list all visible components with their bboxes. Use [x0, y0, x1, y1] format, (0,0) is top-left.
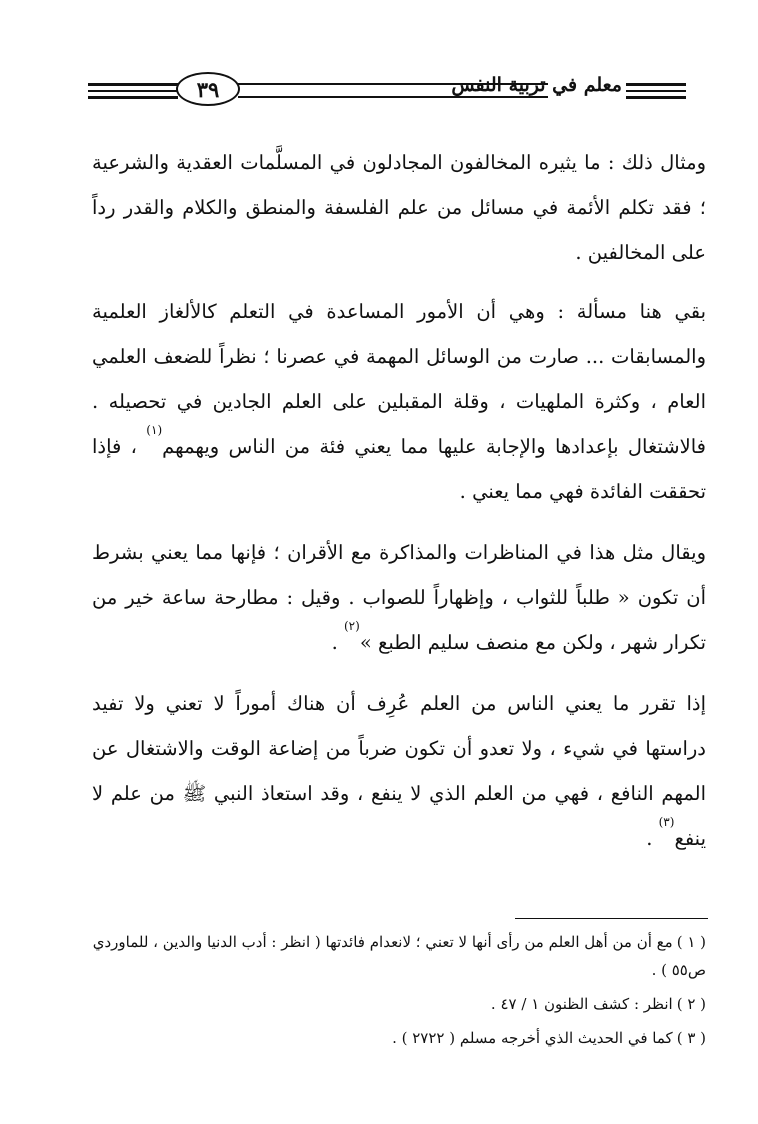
footnote-text: مع أن من أهل العلم من رأى أنها لا تعني ؛ لانعدام فائدتها ( انظر : أدب الدنيا والدين ، للماوردي ص٥٥ ) .: [92, 933, 706, 979]
header-rule: [626, 90, 686, 92]
header-rule: [88, 90, 178, 92]
body-text: [92, 140, 706, 877]
running-title: معلم في تربية النفس: [451, 74, 622, 96]
paragraph-text: إذا تقرر ما يعني الناس من العلم عُرِف أن هناك أموراً لا تعني ولا تفيد دراستها في شيء ، ولا تعدو أن تكون ضرباً من إضاعة الوقت والاشتغال عن المهم النافع ، فهي من العلم الذي لا ينفع ، وقد استعاذ النبي ﷺ من علم لا ينفع: [92, 692, 706, 850]
footnote-number: ( ١ ): [676, 933, 706, 951]
header-rule: [626, 96, 686, 99]
paragraph-text: .: [646, 827, 659, 850]
header-rule: [88, 83, 178, 86]
paragraph: [92, 140, 706, 275]
paragraph: [92, 681, 706, 861]
footnote-number: ( ٣ ): [676, 1029, 706, 1047]
header-rule: [88, 96, 178, 99]
header-rule: [626, 83, 686, 86]
footnote: [92, 928, 706, 984]
footnote-text: كما في الحديث الذي أخرجه مسلم ( ٢٧٢٢ ) .: [392, 1029, 673, 1047]
footnote-text: انظر : كشف الظنون ١ / ٤٧ .: [490, 995, 673, 1013]
footnote-number: ( ٢ ): [676, 995, 706, 1013]
paragraph-text: ومثال ذلك : ما يثيره المخالفون المجادلون في المسلَّمات العقدية والشرعية ؛ فقد تكلم الأئمة في مسائل من علم الفلسفة والمنطق والكلام والقدر رداً على المخالفين .: [92, 151, 706, 264]
footnote-reference: (٢): [343, 619, 360, 633]
paragraph-text: ، فإذا تحققت الفائدة فهي مما يعني .: [92, 435, 706, 503]
footnote: [92, 990, 706, 1018]
paragraph: [92, 530, 706, 665]
footnote: [92, 1024, 706, 1052]
running-header: [88, 70, 686, 110]
paragraph-text: .: [331, 631, 344, 654]
footnote-separator: [515, 918, 708, 919]
page-number: ٣٩: [176, 72, 240, 106]
header-rule: [238, 96, 548, 98]
footnote-reference: (٣): [658, 815, 675, 829]
paragraph-text: ويقال مثل هذا في المناظرات والمذاكرة مع الأقران ؛ فإنها مما يعني بشرط أن تكون « طلباً للثواب ، وإظهاراً للصواب . وقيل : مطارحة ساعة خير من تكرار شهر ، ولكن مع منصف سليم الطبع »: [92, 541, 706, 654]
paragraph-text: بقي هنا مسألة : وهي أن الأمور المساعدة في التعلم كالألغاز العلمية والمسابقات ... صارت من الوسائل المهمة في عصرنا ؛ نظراً للضعف العلمي العام ، وكثرة الملهيات ، وقلة المقبلين على العلم الجادين في تحصيله . فالاشتغال بإعدادها والإجابة عليها مما يعني فئة من الناس ويهمهم: [92, 300, 707, 458]
paragraph: [92, 289, 706, 514]
footnotes: [92, 928, 706, 1058]
footnote-reference: (١): [146, 423, 163, 437]
